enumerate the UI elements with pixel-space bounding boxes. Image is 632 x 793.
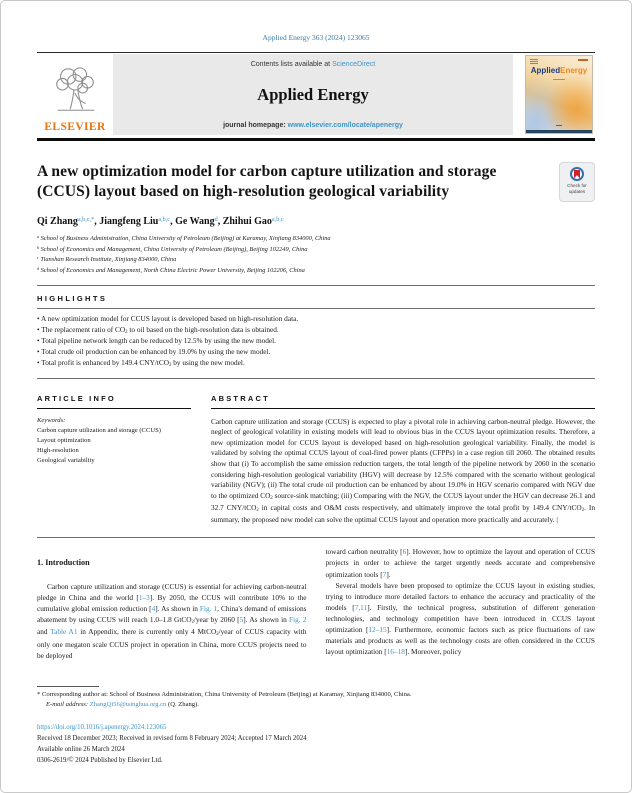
- abstract-text: Carbon capture utilization and storage (CCUS) is expected to play a pivotal role in achieving carbon-neutral pledge. However, the neglect of geological volatility in existing models will lead to obvious bias in the CCUS layout optimization results. Therefore, a new optimization model for CCUS layout is developed based on high-resolution geological variability. Finally, the model is validated by solving the optimal CCUS layout of coal-fired power plants (CFPPs) in a case region till 2060. The obtained results show that (i) To accomplish the same emission reduction targets, the total length of the pipeline network by 2060 in the scenario considering high-resolution geological variability (HGV) will decrease by 12.5% compared with the scenario without geological variability (NGV); (ii) The total crude oil production can be enhanced by about 19.0% in HGV scenario compared with NGV due to the optimized $CO_2$ source-sink matching; (iii) Comparing with the NGV, the CCUS layout under the HGV can decrease 26.1 and 32.7 CNY/tCO$_2$ in capital costs and O&M costs respectively, and ultimately improve the total profit by 149.4 CNY/tCO$_2$. In summary, the proposed new model can solve the optimal CCUS layout and operation more practically and accurately. |: [211, 416, 595, 524]
- footnote-email-line: E-mail address: ZhangQi56@tsinghua.org.cn (Q. Zhang).: [46, 701, 199, 709]
- elsevier-tree-icon: [49, 64, 101, 121]
- sciencedirect-link[interactable]: ScienceDirect: [332, 61, 376, 68]
- cover-subtitle-line: ▬▬▬▬: [553, 77, 565, 81]
- abstract-column: [211, 394, 595, 526]
- inline-link[interactable]: Fig. 2: [289, 615, 307, 625]
- article-info-heading: ARTICLE INFO: [37, 393, 116, 403]
- footnote-line: * Corresponding author at: School of Business Administration, China University of Petroleum (Beijing) at Karamay, Xinjiang 834000, China.: [37, 691, 412, 699]
- keyword-item: Layout optimization: [37, 436, 91, 444]
- authors-line: Qi Zhang$^{a,b,c,*}$, Jiangfeng Liu$^{a,b,c}$, Ge Wang$^d$, Zhihui Gao$^{a,b,c}$: [37, 215, 284, 227]
- journal-cover-thumbnail: [523, 54, 595, 135]
- bookmark-icon: [574, 170, 580, 179]
- highlight-item: • A new optimization model for CCUS layout is developed based on high-resolution data.: [37, 314, 595, 325]
- inline-link[interactable]: 12–15: [368, 624, 387, 634]
- abstract-heading: ABSTRACT: [211, 393, 270, 403]
- journal-header-band: [37, 54, 595, 135]
- article-footer: [37, 723, 595, 767]
- inline-link[interactable]: 7: [382, 569, 387, 579]
- header-top-rule: [37, 52, 595, 53]
- divider: [37, 408, 191, 409]
- cover-footer-mark: ▬▬: [556, 123, 562, 127]
- affiliations-list: [37, 234, 595, 276]
- available-online: Available online 26 March 2024: [37, 746, 125, 754]
- highlights-heading: HIGHLIGHTS: [37, 294, 108, 304]
- intro-paragraph: Carbon capture utilization and storage (CCUS) is essential for achieving carbon-neutral pledge in China and the world [1–3]. By 2050, the CCUS will contribute 10% to the cumulative global emission reduction [4]. As shown in Fig. 1, China's demand of emissions abatement by using CCUS will reach 1.0–1.8 GtCO$_2$/year by 2060 [5]. As shown in Fig. 2 and Table A1 in Appendix, there is currently only 4 MtCO$_2$/year of CCUS capacity with only one megaton scale CCUS project in operation in China, more CCUS projects need to be deployed: [37, 581, 307, 660]
- inline-link[interactable]: Table A1: [50, 627, 78, 637]
- journal-title: Applied Energy: [257, 85, 369, 104]
- cover-barcode-marks: [530, 59, 538, 65]
- left-column: [37, 546, 307, 661]
- inline-link[interactable]: 16–18: [386, 647, 405, 657]
- affiliation-item: $^d$ School of Economics and Management, North China Electric Power University, Beijing 102206, China: [37, 265, 305, 274]
- contents-line: Contents lists available at ScienceDirect: [250, 61, 376, 68]
- divider: [37, 537, 595, 538]
- elsevier-wordmark: ELSEVIER: [44, 121, 106, 133]
- divider: [211, 408, 595, 409]
- body-columns: [37, 546, 595, 661]
- inline-link[interactable]: a,b,c: [271, 215, 284, 223]
- cover-corner-mark: [578, 59, 588, 61]
- affiliation-item: $^b$ School of Economics and Management, China University of Petroleum (Beijing), Beijing 102249, China: [37, 244, 308, 253]
- inline-link[interactable]: d: [214, 215, 218, 223]
- highlight-item: • The replacement ratio of $CO_2$ to oil based on the high-resolution data is obtained.: [37, 325, 595, 336]
- inline-link[interactable]: 7,11: [354, 602, 368, 612]
- inline-link[interactable]: 4: [151, 604, 156, 613]
- check-for-updates-badge[interactable]: [559, 162, 595, 202]
- cover-image: [525, 55, 593, 134]
- keyword-item: High-resolution: [37, 447, 79, 455]
- keywords-label: Keywords:: [37, 416, 66, 424]
- crossmark-icon: [570, 167, 584, 181]
- divider: [37, 285, 595, 286]
- homepage-link[interactable]: www.elsevier.com/locate/apenergy: [287, 122, 403, 129]
- inline-link[interactable]: ZhangQi56@tsinghua.org.cn: [89, 701, 167, 709]
- introduction-heading: 1. Introduction: [37, 558, 90, 568]
- highlights-list: [37, 314, 595, 369]
- check-updates-label: Check for updates: [567, 183, 587, 195]
- paper-title: A new optimization model for carbon capture utilization and storage (CCUS) layout based on high-resolution geological variability: [37, 163, 497, 201]
- affiliation-item: $^a$ School of Business Administration, China University of Petroleum (Beijing) at Karamay, Xinjiang 834000, China: [37, 234, 331, 242]
- inline-link[interactable]: a,b,c: [158, 215, 171, 223]
- corresponding-author-footnote: [37, 686, 595, 710]
- footnote-rule: [37, 686, 99, 687]
- journal-info-box: [113, 54, 513, 135]
- inline-link[interactable]: 1–3: [138, 592, 150, 602]
- article-info-column: [37, 394, 191, 526]
- keyword-item: Carbon capture utilization and storage (CCUS): [37, 426, 161, 434]
- received-dates: Received 18 December 2023; Received in revised form 8 February 2024; Accepted 17 March 2024: [37, 735, 307, 743]
- keyword-item: Geological variability: [37, 457, 95, 465]
- inline-link[interactable]: 5: [239, 615, 244, 625]
- right-column: [326, 546, 596, 661]
- inline-link[interactable]: 6: [402, 547, 407, 557]
- homepage-line: journal homepage: www.elsevier.com/locate/apenergy: [223, 122, 403, 129]
- cover-title: AppliedEnergy: [530, 66, 588, 75]
- divider: [37, 378, 595, 379]
- doi-link[interactable]: https://doi.org/10.1016/j.apenergy.2024.123065: [37, 724, 167, 732]
- body-paragraph: Several models have been proposed to optimize the CCUS layout in existing studies, trying to introduce more detailed factors to enhance the accuracy and practicality of the models [7,11]. Firstly, the technical progress, substitution of different generation technologies, and technology competition have been introduced in CCUS layout optimization [12–15]. Furthermore, economic factors such as price fluctuations of raw materials and products as well as the technology costs are often considered in the CCUS layout optimization [16–18]. Moreover, policy: [325, 580, 595, 657]
- cover-bottom-bar: [526, 130, 592, 133]
- highlight-item: • Total profit is enhanced by 149.4 CNY/tCO$_2$ by using the new model.: [37, 358, 595, 369]
- body-paragraph: toward carbon neutrality [6]. However, how to optimize the layout and operation of CCUS projects in order to achieve the target urgently needs accurate and comprehensive optimization tools [7].: [325, 547, 595, 579]
- divider: [37, 308, 595, 309]
- header-bottom-rule: [37, 138, 595, 141]
- highlight-item: • Total pipeline network length can be reduced by 12.5% by using the new model.: [37, 336, 595, 347]
- issn-copyright: 0306-2619/© 2024 Published by Elsevier Ltd.: [37, 757, 163, 765]
- elsevier-logo: [37, 54, 113, 135]
- affiliation-item: $^c$ Tianshan Research Institute, Xinjiang 834000, China: [37, 255, 177, 264]
- inline-link[interactable]: a,b,c,*: [77, 215, 95, 223]
- inline-link[interactable]: Fig. 1: [199, 604, 218, 613]
- highlight-item: • Total crude oil production can be enhanced by 19.0% by using the new model.: [37, 347, 595, 358]
- journal-citation: Applied Energy 363 (2024) 123065: [262, 33, 370, 42]
